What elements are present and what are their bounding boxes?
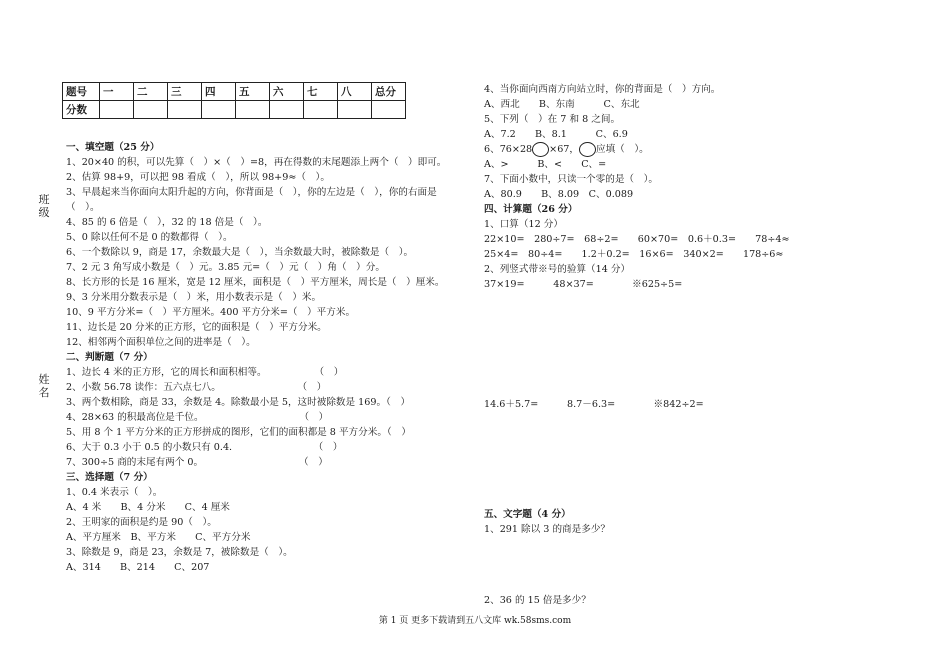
score-header-cell: 二 (134, 83, 168, 101)
section-title: 一、填空题（25 分） (66, 142, 160, 153)
score-cell[interactable] (168, 101, 202, 119)
question: 9、3 分米用分数表示是（ ）米，用小数表示是（ ）米。 (66, 292, 322, 303)
calc-row: 14.6＋5.7= 8.7－6.3= ※842÷2= (484, 399, 704, 410)
question: 7、300÷5 商的末尾有两个 0。 （ ） (66, 457, 328, 468)
score-header-row (63, 83, 406, 101)
sub-title: 2、列竖式带※号的验算（14 分） (484, 264, 631, 275)
score-cell[interactable] (100, 101, 134, 119)
score-row-label: 分数 (63, 101, 100, 119)
question: 1、20×40 的积，可以先算（ ）×（ ）=8，再在得数的末尾题添上两个（ ）即可。 (66, 157, 447, 168)
question: 5、下列（ ）在 7 和 8 之间。 (484, 114, 621, 125)
question: 2、36 的 15 倍是多少？ (484, 595, 591, 606)
question: 5、0 除以任何不是 0 的数都得（ ）。 (66, 232, 233, 243)
score-header-cell: 题号 (63, 83, 100, 101)
right-column (484, 82, 904, 608)
calc-row: 25×4= 80÷4= 1.2＋0.2= 16×6= 340×2= 178÷6≈ (484, 249, 784, 260)
question: 10、9 平方分米=（ ）平方厘米。400 平方分米=（ ）平方米。 (66, 307, 356, 318)
left-column (66, 140, 468, 575)
name-label: 姓名 (38, 373, 50, 399)
question: 3、除数是 9，商是 23，余数是 7，被除数是（ ）。 (66, 547, 293, 558)
options: A、平方厘米 B、平方米 C、平方分米 (66, 532, 251, 543)
question: 12、相邻两个面积单位之间的进率是（ ）。 (66, 337, 256, 348)
question: 4、85 的 6 倍是（ ），32 的 18 倍是（ ）。 (66, 217, 268, 228)
question: 2、小数 56.78 读作：五六点七八。 （ ） (66, 382, 327, 393)
question: 4、28×63 的积最高位是千位。 （ ） (66, 412, 329, 423)
question: 5、用 8 个 1 平方分米的正方形拼成的图形，它们的面积都是 8 平方分米。（ ） (66, 427, 411, 438)
score-header-cell: 六 (270, 83, 304, 101)
question: 8、长方形的长是 16 厘米，宽是 12 厘米，面积是（ ）平方厘米，周长是（ ）厘米。 (66, 277, 445, 288)
score-header-cell: 七 (304, 83, 338, 101)
score-header-cell: 四 (202, 83, 236, 101)
question: 11、边长是 20 分米的正方形，它的面积是（ ）平方分米。 (66, 322, 327, 333)
class-label: 班级 (38, 193, 50, 219)
options: A、4 米 B、4 分米 C、4 厘米 (66, 502, 230, 513)
section-title: 四、计算题（26 分） (484, 204, 578, 215)
question: 2、估算 98+9，可以把 98 看成（ ），所以 98+9≈（ ）。 (66, 172, 330, 183)
answer-circle-icon[interactable] (579, 142, 596, 157)
options: A、7.2 B、8.1 C、6.9 (484, 129, 628, 140)
question: 7、2 元 3 角写成小数是（ ）元。3.85 元=（ ）元（ ）角（ ）分。 (66, 262, 385, 273)
score-table (62, 82, 406, 119)
score-header-cell: 三 (168, 83, 202, 101)
section-title: 三、选择题（7 分） (66, 472, 153, 483)
score-cell[interactable] (134, 101, 168, 119)
score-cell[interactable] (338, 101, 372, 119)
score-cell[interactable] (202, 101, 236, 119)
score-cell[interactable] (236, 101, 270, 119)
score-cell[interactable] (270, 101, 304, 119)
work-space (484, 412, 904, 507)
options: A、314 B、214 C、207 (66, 562, 210, 573)
question-part: ×67， (549, 144, 579, 155)
question: 6、大于 0.3 小于 0.5 的小数只有 0.4. （ ） (66, 442, 343, 453)
work-space (484, 537, 904, 593)
section-title: 五、文字题（4 分） (484, 509, 571, 520)
question (484, 142, 904, 157)
score-value-row (63, 101, 406, 119)
question: 3、早晨起来当你面向太阳升起的方向，你背面是（ ），你的左边是（ ），你的右面是（ ）。 (66, 187, 437, 213)
question: 3、两个数相除，商是 33，余数是 4。除数最小是 5，这时被除数是 169。（ ） (66, 397, 411, 408)
question-part: 应填（ ）。 (596, 144, 649, 155)
score-header-cell: 一 (100, 83, 134, 101)
question: 1、边长 4 米的正方形，它的周长和面积相等。 （ ） (66, 367, 344, 378)
question: 7、下面小数中，只读一个零的是（ ）。 (484, 174, 658, 185)
score-cell[interactable] (304, 101, 338, 119)
question: 4、当你面向西南方向站立时，你的背面是（ ）方向。 (484, 84, 721, 95)
work-space (484, 292, 904, 397)
question: 6、一个数除以 9，商是 17，余数最大是（ ），当余数最大时，被除数是（ ）。 (66, 247, 414, 258)
calc-row: 22×10= 280÷7= 68÷2= 60×70= 0.6＋0.3= 78÷4≈ (484, 234, 790, 245)
page-footer: 第 1 页 更多下载请到五八文库 wk.58sms.com (378, 616, 572, 626)
question-part: 6、76×28 (484, 144, 533, 155)
options: A、西北 B、东南 C、东北 (484, 99, 640, 110)
calc-row: 37×19= 48×37= ※625÷5= (484, 279, 683, 290)
question: 2、王明家的面积是约是 90（ ）。 (66, 517, 217, 528)
score-header-cell: 八 (338, 83, 372, 101)
sub-title: 1、口算（12 分） (484, 219, 563, 230)
section-title: 二、判断题（7 分） (66, 352, 153, 363)
options: A、> B、< C、= (484, 159, 607, 170)
options: A、80.9 B、8.09 C、0.089 (484, 189, 634, 200)
score-header-cell: 五 (236, 83, 270, 101)
question: 1、0.4 米表示（ ）。 (66, 487, 163, 498)
score-header-cell: 总分 (372, 83, 406, 101)
score-cell[interactable] (372, 101, 406, 119)
answer-circle-icon[interactable] (532, 142, 549, 157)
question: 1、291 除以 3 的商是多少？ (484, 524, 611, 535)
